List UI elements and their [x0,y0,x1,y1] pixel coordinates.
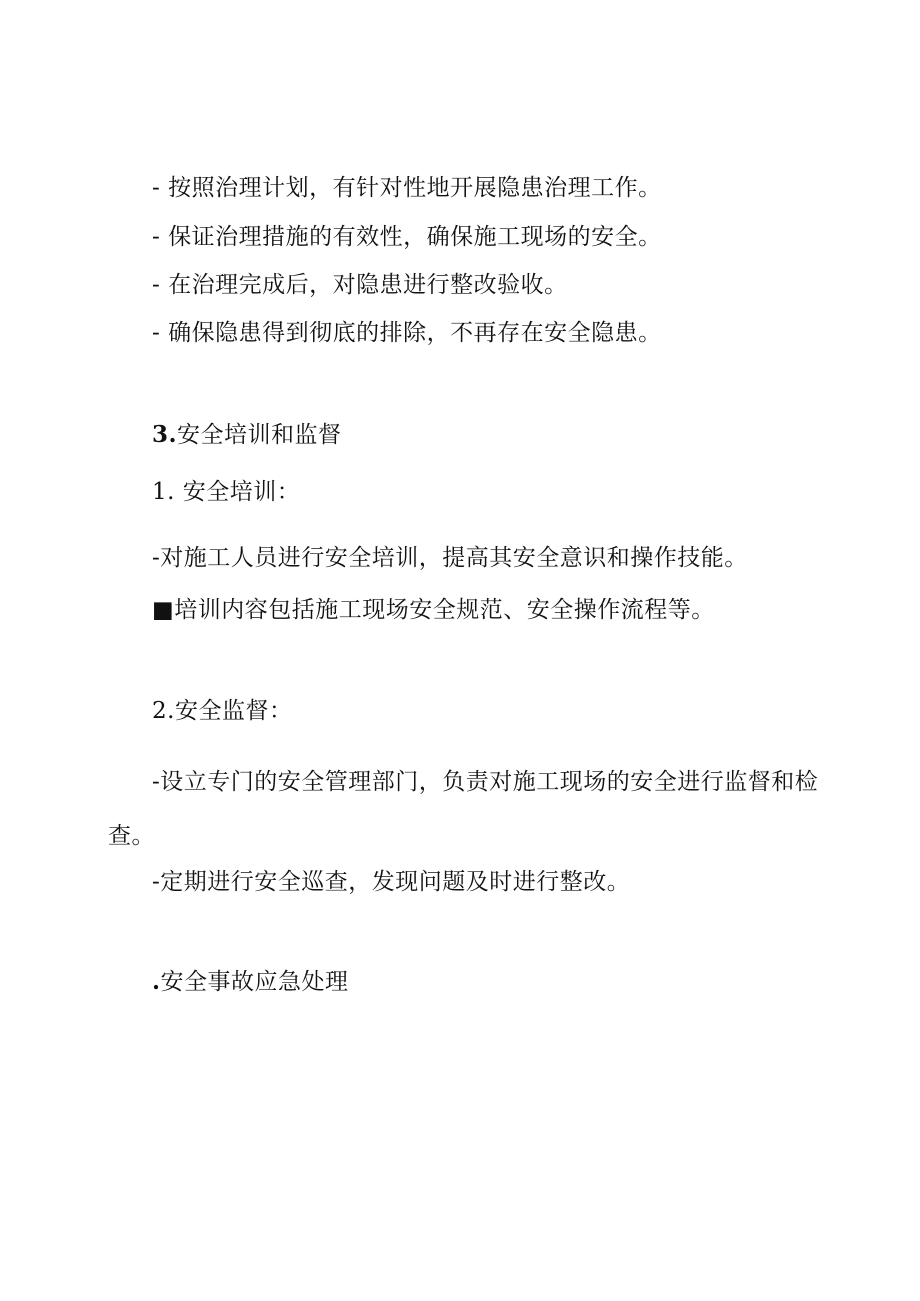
list-item: ■培训内容包括施工现场安全规范、安全操作流程等。 [152,597,715,623]
section-heading [152,967,349,997]
list-item: - 在治理完成后，对隐患进行整改验收。 [152,272,568,298]
section-title: 安全培训和监督 [177,422,342,448]
section-title: 安全事故应急处理 [160,969,349,995]
list-item: -定期进行安全巡查，发现问题及时进行整改。 [152,869,631,895]
list-item: -设立专门的安全管理部门，负责对施工现场的安全进行监督和检查。 [108,769,819,849]
subsection-title: 1. 安全培训： [152,479,301,505]
list-item: - 保证治理措施的有效性，确保施工现场的安全。 [152,224,662,250]
section-number: 3. [152,421,178,448]
section-heading [152,420,342,450]
list-item: -对施工人员进行安全培训，提高其安全意识和操作技能。 [152,545,748,571]
list-item: - 确保隐患得到彻底的排除，不再存在安全隐患。 [152,320,662,346]
subsection-title: 2.安全监督： [152,698,293,724]
section-number: . [152,968,161,995]
list-item: - 按照治理计划，有针对性地开展隐患治理工作。 [152,175,662,201]
